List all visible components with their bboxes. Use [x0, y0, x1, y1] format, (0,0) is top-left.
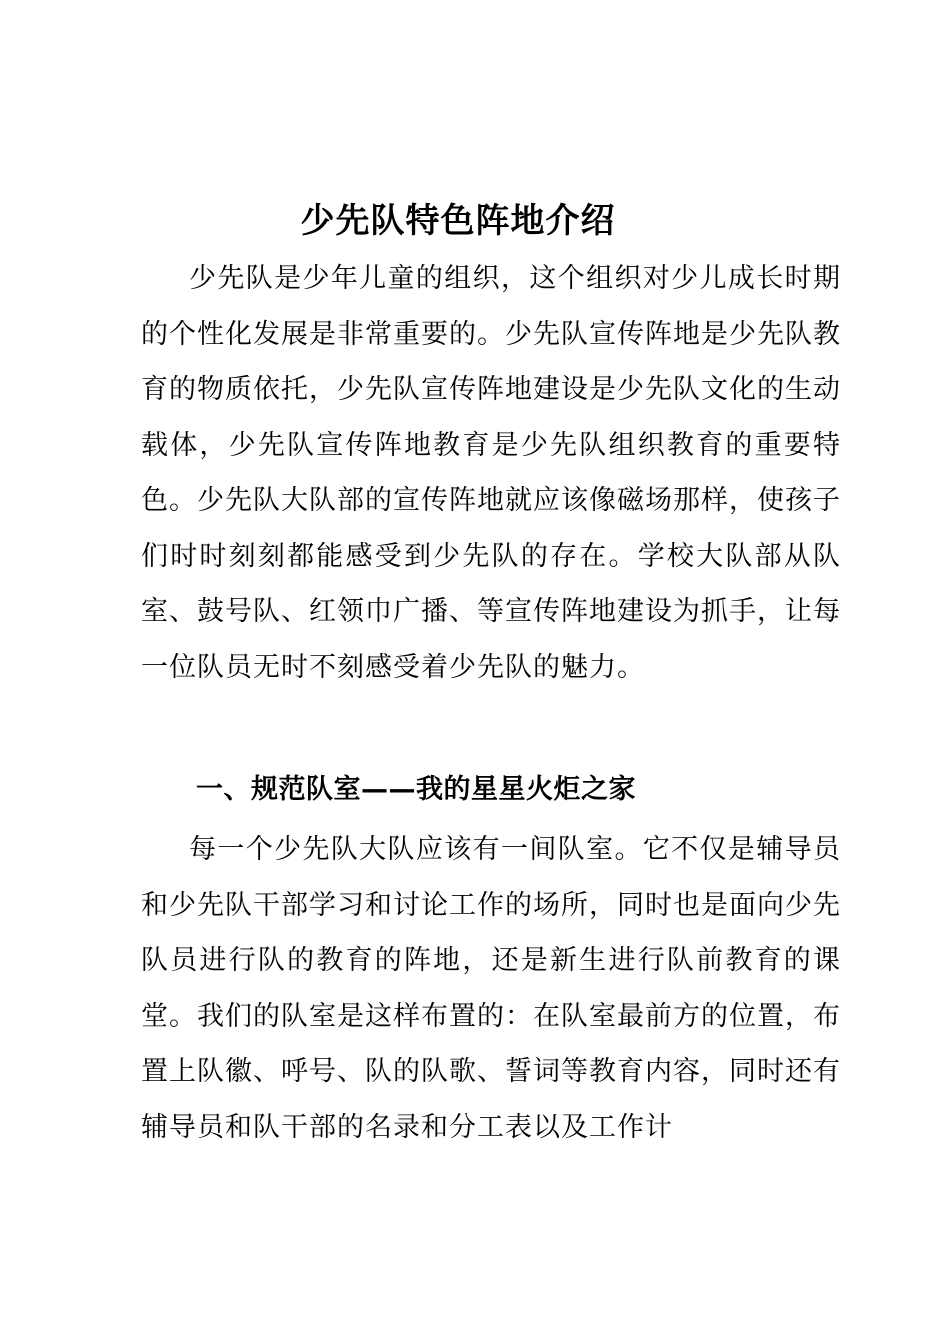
- intro-paragraph: 少先队是少年儿童的组织，这个组织对少儿成长时期的个性化发展是非常重要的。少先队宣传阵地是少先队教育的物质依托，少先队宣传阵地建设是少先队文化的生动载体，少先队宣传阵地教育是少先队组织教育的重要特色。少先队大队部的宣传阵地就应该像磁场那样，使孩子们时时刻刻都能感受到少先队的存在。学校大队部从队室、鼓号队、红领巾广播、等宣传阵地建设为抓手，让每一位队员无时不刻感受着少先队的魅力。: [141, 263, 841, 683]
- section-heading: 一、规范队室——我的星星火炬之家: [196, 774, 636, 805]
- document-title: 少先队特色阵地介绍: [300, 201, 616, 241]
- section-paragraph: 每一个少先队大队应该有一间队室。它不仅是辅导员和少先队干部学习和讨论工作的场所，同时也是面向少先队员进行队的教育的阵地，还是新生进行队前教育的课堂。我们的队室是这样布置的：在队室最前方的位置，布置上队徽、呼号、队的队歌、誓词等教育内容，同时还有辅导员和队干部的名录和分工表以及工作计: [141, 834, 841, 1143]
